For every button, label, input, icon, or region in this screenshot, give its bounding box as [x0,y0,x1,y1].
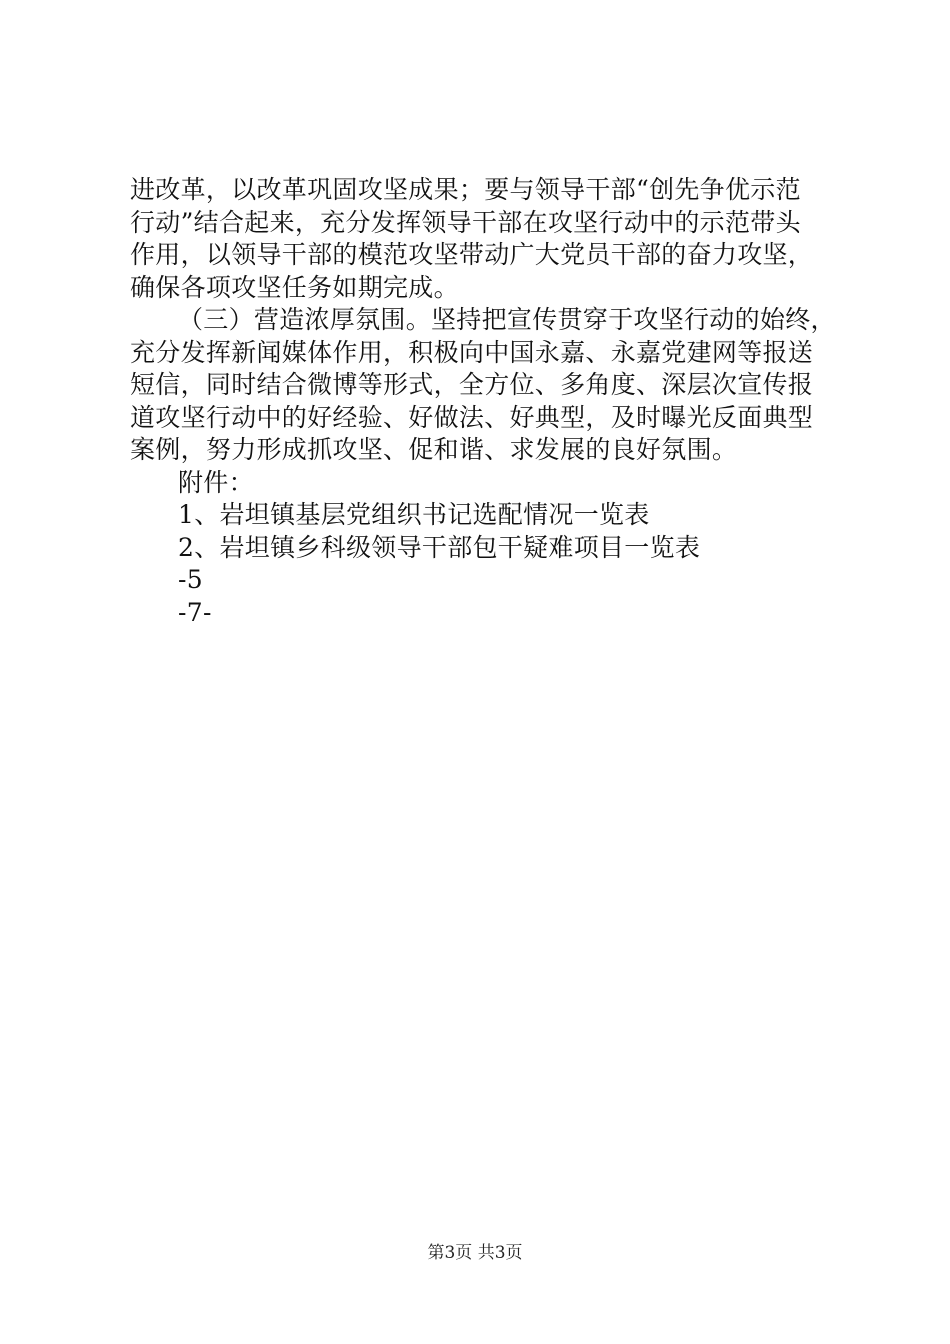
page-footer: 第3页 共3页 [427,1243,523,1263]
text-line: 行动”结合起来，充分发挥领导干部在攻坚行动中的示范带头 [130,207,801,237]
text-line: （三）营造浓厚氛围。坚持把宣传贯穿于攻坚行动的始终， [178,305,836,334]
attachments-label: 附件： [178,467,254,497]
page-mark: -7- [178,597,212,627]
paragraph-1 [130,174,840,304]
text-line: 案例，努力形成抓攻坚、促和谐、求发展的良好氛围。 [130,435,738,464]
text-line: 充分发挥新闻媒体作用，积极向中国永嘉、永嘉党建网等报送 [130,337,814,367]
text-line: 进改革，以改革巩固攻坚成果；要与领导干部“创先争优示范 [130,175,801,204]
attachment-item: 1、岩坦镇基层党组织书记选配情况一览表 [178,500,650,529]
text-line: 道攻坚行动中的好经验、好做法、好典型，及时曝光反面典型 [130,402,814,432]
attachments-section [130,467,840,630]
text-line: 确保各项攻坚任务如期完成。 [130,272,459,302]
attachment-item: 2、岩坦镇乡科级领导干部包干疑难项目一览表 [178,532,701,562]
text-line: 作用，以领导干部的模范攻坚带动广大党员干部的奋力攻坚， [130,240,814,269]
text-line: 短信，同时结合微博等形式，全方位、多角度、深层次宣传报 [130,370,814,399]
page-mark: -5 [178,565,203,594]
paragraph-2 [130,304,840,467]
document-body [130,174,840,629]
